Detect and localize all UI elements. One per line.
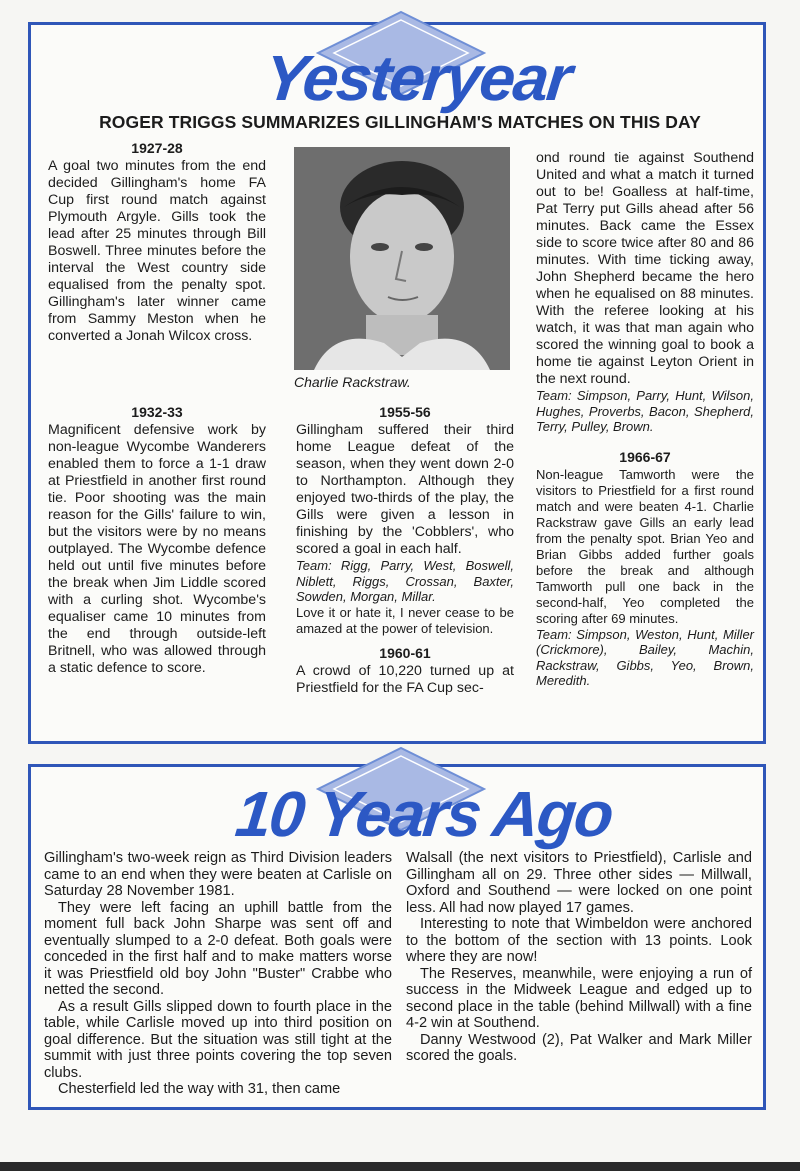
section-1932: [48, 404, 266, 677]
photo-caption: Charlie Rackstraw.: [294, 374, 411, 390]
section-1932-text: Magnificent defensive work by non-league Wycombe Wanderers enabled them to force a 1-1 draw at Priestfield in another first round tie. Poor shooting was the main reason for the Gills' failure to win, but the visitors were by no means outplayed. The Wycombe defence held out until five minutes before the break when Jim Liddle scored with a curling shot. Wycombe's equaliser came 10 minutes from the end through outside-left Britnell, who was allowed through a static defence to score.: [48, 422, 266, 676]
section-1960-team: Team: Simpson, Parry, Hunt, Wilson, Hughes, Proverbs, Bacon, Shepherd, Terry, Pulley, Brown.: [536, 388, 754, 434]
yesteryear-title: Yesteryear: [261, 42, 574, 114]
ten-years-paragraph-2: They were left facing an uphill battle from the moment full back John Sharpe was sent off and eventually slumped to a 2-0 defeat. Both goals were conceded in the first half and to make matters worse it was Priestfield old boy John "Buster" Crabbe who netted the second.: [44, 899, 392, 998]
year-heading-1966: 1966-67: [619, 448, 671, 465]
ten-years-paragraph-4: Chesterfield led the way with 31, then came: [58, 1081, 341, 1097]
section-1966-team: Team: Simpson, Weston, Hunt, Miller (Crickmore), Bailey, Machin, Rackstraw, Gibbs, Yeo, Brown, Meredith.: [536, 626, 754, 688]
page-edge-strip: [0, 1162, 800, 1171]
ten-years-column-right: [406, 850, 752, 1065]
ten-years-paragraph-7: The Reserves, meanwhile, were enjoying a run of success in the Midweek League and edged up to second place in the table (behind Millwall) with a fine 4-2 win at Southend.: [406, 965, 752, 1031]
section-1955-team: Team: Rigg, Parry, West, Boswell, Niblett, Riggs, Crossan, Baxter, Sowden, Morgan, Millar.: [296, 558, 514, 604]
section-1960-text-end: ond round tie against Southend United and what a match it turned out to be! Goalless at half-time, Pat Terry put Gills ahead after 56 minutes. Back came the Essex side to score twice after 80 and 86 minutes. With time ticking away, John Shepherd became the hero when he equalised on 88 minutes. With the referee looking at his watch, it was that man again who scored the winning goal to book a home tie against Leyton Orient in the next round.: [536, 150, 754, 387]
year-heading-1960: 1960-61: [379, 644, 431, 661]
ten-years-paragraph-5: Walsall (the next visitors to Priestfield), Carlisle and Gillingham all on 29. Three other sides — Millwall, Oxford and Southend — were locked on one point less. All had now played 17 games.: [406, 850, 752, 916]
section-1927-text: A goal two minutes from the end decided Gillingham's home FA Cup first round match against Plymouth Argyle. Gills took the lead after 25 minutes through Bill Boswell. Three minutes before the interval the West country side equalised from the penalty spot. Gillingham's later winner came from Sammy Meston when he converted a Jonah Wilcox cross.: [48, 158, 266, 344]
ten-years-paragraph-8: Danny Westwood (2), Pat Walker and Mark Miller scored the goals.: [406, 1031, 752, 1064]
year-heading-1927: 1927-28: [131, 140, 183, 156]
section-1966-text: Non-league Tamworth were the visitors to Priestfield for a first round match and were beaten 4-1. Charlie Rackstraw gave Gills an early lead from the penalty spot. Brian Yeo and Brian Gibbs added further goals before the break and although Tamworth pull one back in the second-half, Yeo completed the scoring after 69 minutes.: [536, 466, 754, 626]
section-1955-note: Love it or hate it, I never cease to be amazed at the power of television.: [296, 604, 514, 636]
portrait-illustration: [294, 147, 510, 370]
ten-years-column-left: [44, 850, 392, 1098]
yesteryear-subtitle: ROGER TRIGGS SUMMARIZES GILLINGHAM'S MATCHES ON THIS DAY: [99, 112, 701, 132]
section-1927: [48, 140, 266, 345]
ten-years-ago-title: 10 Years Ago: [232, 778, 616, 850]
year-heading-1955: 1955-56: [379, 404, 431, 420]
ten-years-paragraph-1: Gillingham's two-week reign as Third Division leaders came to an end when they were beaten at Carlisle on Saturday 28 November 1981.: [44, 850, 392, 899]
section-1955-text: Gillingham suffered their third home League defeat of the season, when they went down 2-0 to Northampton. Although they enjoyed two-thirds of the play, the Gills were given a lesson in finishing by the 'Cobblers', who scored a goal in each half.: [296, 422, 514, 557]
year-heading-1932: 1932-33: [131, 404, 183, 420]
section-1955: [296, 404, 514, 697]
ten-years-paragraph-6: Interesting to note that Wimbeldon were anchored to the bottom of the section with 13 points. Look where they are now!: [406, 916, 752, 965]
player-photo: [294, 147, 510, 370]
section-1960-continued: [536, 150, 754, 689]
ten-years-paragraph-3: As a result Gills slipped down to fourth place in the table, while Carlisle moved up into third position on goal difference. But the situation was still tight at the summit with just three points covering the top seven clubs.: [44, 998, 392, 1081]
section-1960-text-start: A crowd of 10,220 turned up at Priestfield for the FA Cup sec-: [296, 662, 514, 696]
